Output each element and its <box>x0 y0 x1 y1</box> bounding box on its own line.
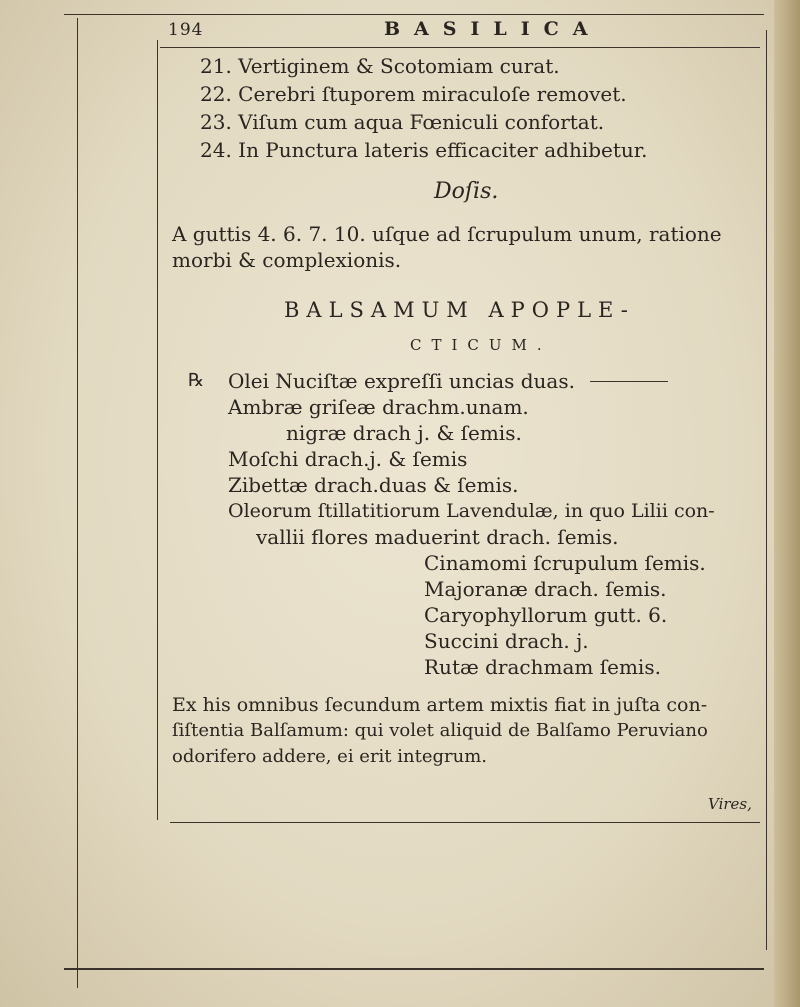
item-number: 22. <box>200 82 232 106</box>
catchword: Vires, <box>708 795 752 813</box>
page-edge <box>774 0 800 1007</box>
item-21 <box>200 54 560 78</box>
item-number: 23. <box>200 110 232 134</box>
item-text: Viſum cum aqua Fœniculi confortat. <box>238 110 605 134</box>
frame-top-line <box>64 14 764 15</box>
recipe-line-2: Ambræ griſeæ drachm.unam. <box>228 395 529 419</box>
running-title: BASILICA <box>384 18 602 40</box>
frame-bottom-line <box>64 968 764 970</box>
recipe-dash <box>590 381 668 382</box>
recipe-line-6: Oleorum ſtillatitiorum Lavendulæ, in quo Lilii con- <box>228 500 715 522</box>
recipe-line-11: Succini drach. j. <box>424 629 589 653</box>
page-number: 194 <box>168 20 204 40</box>
recipe-line-7: vallii flores maduerint drach. ſemis. <box>256 525 619 549</box>
dosis-line-2: morbi & complexionis. <box>172 248 402 272</box>
column-left-rule <box>157 40 158 820</box>
balsamum-heading: BALSAMUM APOPLE- <box>284 298 635 322</box>
header-underline <box>160 47 760 48</box>
dosis-line-1: A guttis 4. 6. 7. 10. uſque ad ſcrupulum unum, ratione <box>172 222 722 246</box>
item-24 <box>200 138 648 162</box>
dosis-heading: Doſis. <box>434 179 499 204</box>
recipe-line-9: Majoranæ drach. ſemis. <box>424 577 667 601</box>
closing-line-1: Ex his omnibus ſecundum artem mixtis fiat in juſta con- <box>172 694 708 716</box>
recipe-line-12: Rutæ drachmam ſemis. <box>424 655 661 679</box>
item-text: Vertiginem & Scotomiam curat. <box>238 54 560 78</box>
item-number: 21. <box>200 54 232 78</box>
recipe-line-4: Moſchi drach.j. & ſemis <box>228 447 468 471</box>
item-22 <box>200 82 627 106</box>
recipe-line-3: nigræ drach j. & ſemis. <box>286 421 522 445</box>
recipe-line-5: Zibettæ drach.duas & ſemis. <box>228 473 519 497</box>
item-text: Cerebri ſtuporem miraculoſe removet. <box>238 82 627 106</box>
closing-line-2: ſiſtentia Balſamum: qui volet aliquid de Balſamo Peruviano <box>172 720 708 741</box>
recipe-line-8: Cinamomi ſcrupulum ſemis. <box>424 551 706 575</box>
recipe-symbol: ℞ <box>188 370 205 391</box>
footer-rule <box>170 822 760 823</box>
item-text: In Punctura lateris efficaciter adhibetur. <box>238 138 648 162</box>
item-number: 24. <box>200 138 232 162</box>
balsamum-heading-continued: CTICUM. <box>410 336 552 354</box>
closing-line-3: odorifero addere, ei erit integrum. <box>172 746 488 767</box>
recipe-line-10: Caryophyllorum gutt. 6. <box>424 603 668 627</box>
recipe-line-1: Olei Nuciſtæ expreſſi uncias duas. <box>228 369 575 393</box>
frame-right-line <box>766 30 767 950</box>
item-23 <box>200 110 604 134</box>
frame-left-line <box>77 18 78 988</box>
